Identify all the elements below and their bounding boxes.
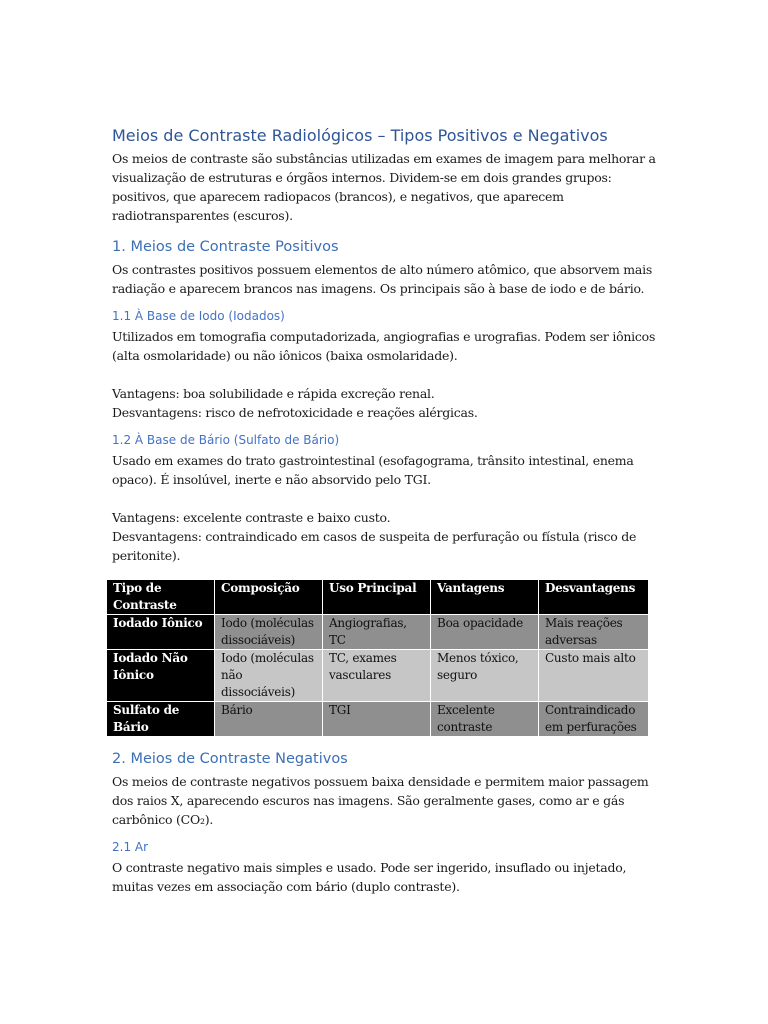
section-1-1-advantages: Vantagens: boa solubilidade e rápida excreção renal.: [112, 386, 435, 401]
table-cell: Angiografias, TC: [323, 615, 431, 650]
table-cell: Boa opacidade: [431, 615, 539, 650]
table-row-header: Iodado Iônico: [107, 615, 215, 650]
table-header-row: [107, 580, 649, 615]
table-header-cell: Desvantagens: [539, 580, 649, 615]
table-cell: Iodo (moléculas dissociáveis): [215, 615, 323, 650]
table-cell: Menos tóxico, seguro: [431, 650, 539, 702]
table-cell: Excelente contraste: [431, 702, 539, 737]
table-row: [107, 615, 649, 650]
table-cell: TGI: [323, 702, 431, 737]
section-1-text: Os contrastes positivos possuem elementos de alto número atômico, que absorvem mais radiação e aparecem brancos nas imagens. Os principais são à base de iodo e de bário.: [112, 262, 653, 296]
table-header-cell: Vantagens: [431, 580, 539, 615]
table-row-header: Iodado Não Iônico: [107, 650, 215, 702]
section-1-2-text: Usado em exames do trato gastrointestinal (esofagograma, trânsito intestinal, enema opaco). É insolúvel, inerte e não absorvido pelo TGI.: [112, 453, 634, 487]
document-body: [112, 120, 658, 896]
table-cell: Contraindicado em perfurações: [539, 702, 649, 737]
section-1-1-heading: 1.1 À Base de Iodo (Iodados): [112, 309, 285, 323]
section-1-1-text: Utilizados em tomografia computadorizada, angiografias e urografias. Podem ser iônicos (alta osmolaridade) ou não iônicos (baixa osmolaridade).: [112, 329, 656, 363]
section-1-1-disadvantages: Desvantagens: risco de nefrotoxicidade e reações alérgicas.: [112, 405, 478, 420]
table-cell: Bário: [215, 702, 323, 737]
table-cell: Mais reações adversas: [539, 615, 649, 650]
table-row-header: Sulfato de Bário: [107, 702, 215, 737]
document-title: Meios de Contraste Radiológicos – Tipos Positivos e Negativos: [112, 126, 608, 145]
intro-paragraph: Os meios de contraste são substâncias utilizadas em exames de imagem para melhorar a visualização de estruturas e órgãos internos. Dividem-se em dois grandes grupos: positivos, que aparecem radiopacos (brancos), e negativos, que aparecem radiotransparentes (escuros).: [112, 151, 656, 223]
table-row: [107, 702, 649, 737]
table-row: [107, 650, 649, 702]
paragraph-spacer: [112, 489, 658, 508]
section-2-heading: 2. Meios de Contraste Negativos: [112, 751, 348, 767]
comparison-table: [106, 579, 649, 737]
section-1-heading: 1. Meios de Contraste Positivos: [112, 239, 339, 255]
table-cell: Custo mais alto: [539, 650, 649, 702]
table-header-cell: Tipo de Contraste: [107, 580, 215, 615]
section-2-1-text: O contraste negativo mais simples e usado. Pode ser ingerido, insuflado ou injetado, muitas vezes em associação com bário (duplo contraste).: [112, 860, 627, 894]
table-header-cell: Uso Principal: [323, 580, 431, 615]
section-1-2-advantages: Vantagens: excelente contraste e baixo custo.: [112, 510, 391, 525]
table-header-cell: Composição: [215, 580, 323, 615]
section-2-1-heading: 2.1 Ar: [112, 840, 149, 854]
section-1-2-disadvantages: Desvantagens: contraindicado em casos de suspeita de perfuração ou fístula (risco de peritonite).: [112, 529, 637, 563]
section-2-text: Os meios de contraste negativos possuem baixa densidade e permitem maior passagem dos raios X, aparecendo escuros nas imagens. São geralmente gases, como ar e gás carbônico (CO₂).: [112, 774, 649, 827]
table-cell: TC, exames vasculares: [323, 650, 431, 702]
table-cell: Iodo (moléculas não dissociáveis): [215, 650, 323, 702]
section-1-2-heading: 1.2 À Base de Bário (Sulfato de Bário): [112, 433, 340, 447]
paragraph-spacer: [112, 365, 658, 384]
